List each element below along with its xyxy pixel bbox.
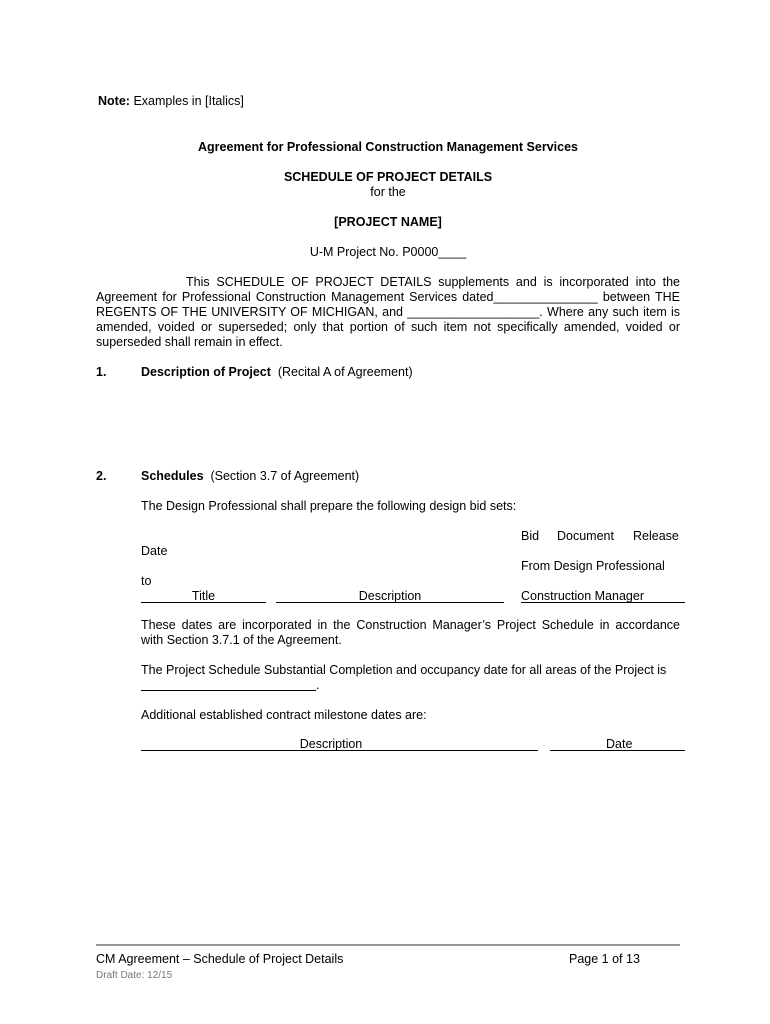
for-the-text: for the (370, 185, 406, 199)
footer-page-number: Page 1 of 13 (569, 952, 640, 966)
milestone-column-description: Description (299, 737, 363, 751)
substantial-completion-text: The Project Schedule Substantial Completion and occupancy date for all areas of the Project is (141, 663, 667, 677)
section-1-ref: (Recital A of Agreement) (277, 365, 413, 379)
section-2-number: 2. (96, 469, 107, 483)
section-1-number: 1. (96, 365, 107, 379)
footer-document-name: CM Agreement – Schedule of Project Details (96, 952, 344, 966)
note-label: Note: (98, 94, 130, 108)
milestone-column-date: Date (606, 737, 633, 751)
footer-rule (96, 944, 680, 946)
footer-draft-date: Draft Date: 12/15 (96, 970, 173, 981)
release-word: Release (633, 529, 679, 543)
schedule-para-line-2: with Section 3.7.1 of the Agreement. (141, 633, 342, 647)
intro-line-2: Agreement for Professional Construction Management Services dated_______________ between THE (96, 290, 680, 304)
intro-line-3: REGENTS OF THE UNIVERSITY OF MICHIGAN, and ___________________. Where any such item is (96, 305, 680, 319)
intro-line-5: superseded shall remain in effect. (96, 335, 283, 349)
bid-word: Bid (521, 529, 540, 543)
section-1-heading-line (141, 365, 413, 380)
design-bid-sets-intro: The Design Professional shall prepare the following design bid sets: (141, 499, 517, 513)
document-title: Agreement for Professional Construction Management Services (198, 140, 578, 154)
column-construction-manager: Construction Manager (521, 589, 644, 603)
column-description: Description (358, 589, 422, 603)
project-number: U-M Project No. P0000____ (309, 245, 467, 259)
column-title: Title (191, 589, 216, 603)
from-design-professional: From Design Professional (521, 559, 665, 573)
note-line (98, 94, 244, 109)
schedule-heading: SCHEDULE OF PROJECT DETAILS (283, 170, 493, 184)
section-1-heading: Description of Project (141, 365, 271, 379)
section-2-heading: Schedules (141, 469, 204, 483)
project-name: [PROJECT NAME] (334, 215, 442, 229)
to-word: to (141, 574, 152, 588)
section-2-heading-line (141, 469, 359, 484)
intro-line-1: This SCHEDULE OF PROJECT DETAILS supplements and is incorporated into the (186, 275, 680, 289)
schedule-para-line-1: These dates are incorporated in the Construction Manager’s Project Schedule in accordance (141, 618, 680, 632)
section-2-ref: (Section 3.7 of Agreement) (210, 469, 360, 483)
intro-line-4: amended, voided or superseded; only that portion of such item not specifically amended, voided or (96, 320, 680, 334)
document-word: Document (557, 529, 614, 543)
completion-date-blank (141, 690, 316, 691)
completion-period: . (316, 678, 320, 692)
note-text: Examples in [Italics] (133, 94, 244, 108)
milestones-intro: Additional established contract milestone dates are: (141, 708, 427, 722)
date-word: Date (141, 544, 168, 558)
